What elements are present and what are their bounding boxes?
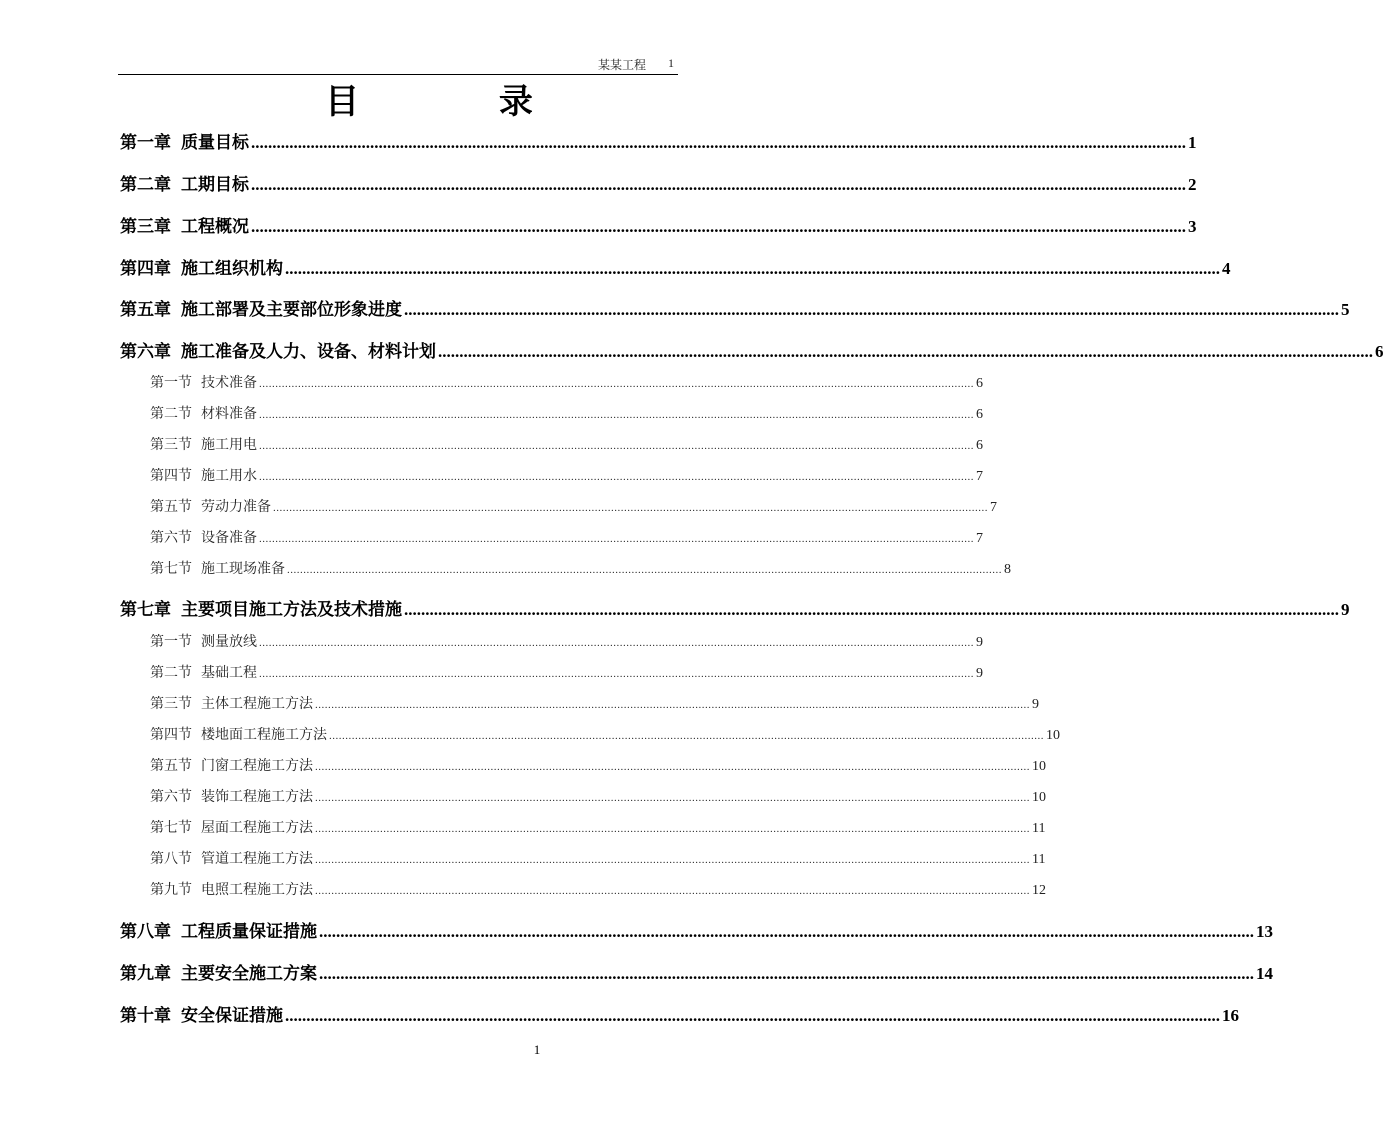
toc-entry-number: 第七节 xyxy=(150,820,192,836)
toc-chapter-entry[interactable] xyxy=(120,295,1350,320)
toc-entry-title: 劳动力准备 xyxy=(201,499,271,515)
toc-entry-label xyxy=(150,786,313,806)
toc-entry-number: 第二节 xyxy=(150,665,192,681)
toc-entry-label xyxy=(150,558,285,578)
toc-entry-title: 电照工程施工方法 xyxy=(201,882,313,898)
toc-entry-title: 基础工程 xyxy=(201,665,257,681)
toc-dot-leader: ............................................................................................................................................................................................................................ xyxy=(315,761,1030,773)
toc-entry-number: 第三节 xyxy=(150,437,192,453)
toc-entry-number: 第九节 xyxy=(150,882,192,898)
toc-section-entry[interactable] xyxy=(150,817,1046,837)
toc-section-entry[interactable] xyxy=(150,527,983,547)
toc-section-entry[interactable] xyxy=(150,724,1060,744)
toc-section-entry[interactable] xyxy=(150,372,983,392)
toc-entry-number: 第七节 xyxy=(150,561,192,577)
toc-entry-title: 主要安全施工方案 xyxy=(181,964,317,984)
toc-dot-leader: ............................................................................................................................................................................................................................ xyxy=(315,792,1030,804)
toc-dot-leader: ............................................................................................................................................................................................................................ xyxy=(315,854,1030,866)
toc-entry-label xyxy=(120,254,283,279)
toc-entry-label xyxy=(150,662,257,682)
header-page-number: 1 xyxy=(668,56,674,70)
toc-entry-number: 第四节 xyxy=(150,468,192,484)
toc-entry-page: 12 xyxy=(1032,883,1046,898)
header-title: 某某工程 xyxy=(597,58,646,72)
toc-entry-label xyxy=(150,465,257,485)
toc-entry-page: 6 xyxy=(976,376,983,391)
toc-dot-leader: ............................................................................................................................................................................................................................ xyxy=(404,600,1339,619)
toc-entry-page: 4 xyxy=(1222,259,1231,278)
toc-entry-label xyxy=(150,724,327,744)
toc-entry-number: 第二节 xyxy=(150,406,192,422)
toc-entry-number: 第一节 xyxy=(150,375,192,391)
toc-entry-page: 10 xyxy=(1032,790,1046,805)
toc-entry-number: 第一章 xyxy=(120,133,171,153)
toc-dot-leader: ............................................................................................................................................................................................................................ xyxy=(315,699,1030,711)
toc-dot-leader: ............................................................................................................................................................................................................................ xyxy=(287,564,1002,576)
toc-entry-title: 测量放线 xyxy=(201,634,257,650)
toc-entry-title: 工程概况 xyxy=(181,217,249,237)
toc-dot-leader: ............................................................................................................................................................................................................................ xyxy=(404,300,1339,319)
toc-entry-label xyxy=(120,295,402,320)
toc-entry-label xyxy=(150,527,257,547)
toc-entry-title: 施工用电 xyxy=(201,437,257,453)
toc-entry-label xyxy=(150,496,271,516)
toc-entry-title: 施工组织机构 xyxy=(181,259,283,279)
toc-entry-page: 16 xyxy=(1222,1006,1239,1025)
toc-dot-leader: ............................................................................................................................................................................................................................ xyxy=(315,885,1030,897)
footer-page-number: 1 xyxy=(533,1042,541,1057)
toc-entry-page: 10 xyxy=(1046,728,1060,743)
toc-entry-label xyxy=(150,755,313,775)
toc-section-entry[interactable] xyxy=(150,434,983,454)
toc-dot-leader: ............................................................................................................................................................................................................................ xyxy=(259,533,974,545)
toc-section-entry[interactable] xyxy=(150,662,983,682)
toc-entry-label xyxy=(150,403,257,423)
toc-chapter-entry[interactable] xyxy=(120,254,1231,279)
toc-entry-number: 第六节 xyxy=(150,789,192,805)
toc-entry-title: 施工现场准备 xyxy=(201,561,285,577)
toc-entry-page: 7 xyxy=(976,531,983,546)
toc-entry-label xyxy=(120,1001,283,1026)
toc-entry-title: 主要项目施工方法及技术措施 xyxy=(181,600,402,620)
toc-entry-title: 工期目标 xyxy=(181,175,249,195)
toc-entry-number: 第三节 xyxy=(150,696,192,712)
toc-chapter-entry[interactable] xyxy=(120,337,1384,362)
toc-chapter-entry[interactable] xyxy=(120,212,1197,237)
toc-entry-number: 第八节 xyxy=(150,851,192,867)
toc-entry-number: 第八章 xyxy=(120,922,171,942)
toc-dot-leader: ............................................................................................................................................................................................................................ xyxy=(438,342,1373,361)
toc-entry-title: 施工用水 xyxy=(201,468,257,484)
toc-dot-leader: ............................................................................................................................................................................................................................ xyxy=(285,259,1220,278)
toc-entry-title: 装饰工程施工方法 xyxy=(201,789,313,805)
toc-entry-number: 第一节 xyxy=(150,634,192,650)
toc-section-entry[interactable] xyxy=(150,558,1011,578)
toc-entry-number: 第七章 xyxy=(120,600,171,620)
toc-dot-leader: ............................................................................................................................................................................................................................ xyxy=(251,217,1186,236)
toc-entry-number: 第四节 xyxy=(150,727,192,743)
toc-dot-leader: ............................................................................................................................................................................................................................ xyxy=(259,440,974,452)
toc-entry-page: 9 xyxy=(976,635,983,650)
toc-entry-number: 第五章 xyxy=(120,300,171,320)
toc-entry-label xyxy=(150,693,313,713)
toc-entry-page: 9 xyxy=(976,666,983,681)
toc-dot-leader: ............................................................................................................................................................................................................................ xyxy=(259,378,974,390)
toc-entry-number: 第三章 xyxy=(120,217,171,237)
toc-entry-label xyxy=(150,879,313,899)
toc-dot-leader: ............................................................................................................................................................................................................................ xyxy=(251,133,1186,152)
toc-entry-title: 材料准备 xyxy=(201,406,257,422)
toc-entry-title: 门窗工程施工方法 xyxy=(201,758,313,774)
toc-entry-label xyxy=(120,212,249,237)
toc-dot-leader: ............................................................................................................................................................................................................................ xyxy=(273,502,988,514)
toc-entry-label xyxy=(150,631,257,651)
toc-entry-title: 管道工程施工方法 xyxy=(201,851,313,867)
toc-entry-page: 6 xyxy=(976,438,983,453)
toc-section-entry[interactable] xyxy=(150,465,983,485)
toc-entry-page: 7 xyxy=(976,469,983,484)
toc-section-entry[interactable] xyxy=(150,631,983,651)
toc-entry-title: 楼地面工程施工方法 xyxy=(201,727,327,743)
toc-entry-number: 第十章 xyxy=(120,1006,171,1026)
toc-entry-page: 5 xyxy=(1341,300,1350,319)
toc-entry-label xyxy=(150,372,257,392)
toc-entry-page: 8 xyxy=(1004,562,1011,577)
toc-entry-number: 第二章 xyxy=(120,175,171,195)
toc-dot-leader: ............................................................................................................................................................................................................................ xyxy=(285,1006,1220,1025)
toc-entry-number: 第九章 xyxy=(120,964,171,984)
toc-entry-title: 施工准备及人力、设备、材料计划 xyxy=(181,342,436,362)
toc-title: 目 录 xyxy=(325,82,597,122)
toc-entry-page: 2 xyxy=(1188,175,1197,194)
toc-entry-title: 主体工程施工方法 xyxy=(201,696,313,712)
toc-entry-page: 10 xyxy=(1032,759,1046,774)
toc-chapter-entry[interactable] xyxy=(120,595,1350,620)
toc-entry-label xyxy=(120,959,317,984)
toc-section-entry[interactable] xyxy=(150,693,1039,713)
toc-section-entry[interactable] xyxy=(150,848,1046,868)
toc-dot-leader: ............................................................................................................................................................................................................................ xyxy=(259,471,974,483)
toc-entry-title: 屋面工程施工方法 xyxy=(201,820,313,836)
toc-dot-leader: ............................................................................................................................................................................................................................ xyxy=(259,668,974,680)
toc-section-entry[interactable] xyxy=(150,403,983,423)
toc-section-entry[interactable] xyxy=(150,496,997,516)
toc-entry-page: 6 xyxy=(1375,342,1384,361)
toc-entry-label xyxy=(150,434,257,454)
toc-entry-label xyxy=(120,595,402,620)
toc-chapter-entry[interactable] xyxy=(120,917,1273,942)
toc-chapter-entry[interactable] xyxy=(120,1001,1239,1026)
toc-entry-page: 3 xyxy=(1188,217,1197,236)
toc-chapter-entry[interactable] xyxy=(120,128,1197,153)
toc-entry-number: 第四章 xyxy=(120,259,171,279)
toc-entry-page: 1 xyxy=(1188,133,1197,152)
toc-entry-page: 9 xyxy=(1341,600,1350,619)
toc-entry-page: 9 xyxy=(1032,697,1039,712)
toc-entry-title: 设备准备 xyxy=(201,530,257,546)
toc-entry-number: 第六章 xyxy=(120,342,171,362)
toc-entry-number: 第五节 xyxy=(150,499,192,515)
toc-entry-title: 安全保证措施 xyxy=(181,1006,283,1026)
toc-entry-title: 技术准备 xyxy=(201,375,257,391)
toc-entry-title: 工程质量保证措施 xyxy=(181,922,317,942)
toc-section-entry[interactable] xyxy=(150,755,1046,775)
toc-entry-label xyxy=(120,128,249,153)
toc-chapter-entry[interactable] xyxy=(120,959,1273,984)
toc-entry-page: 6 xyxy=(976,407,983,422)
toc-entry-page: 11 xyxy=(1032,852,1046,867)
toc-entry-label xyxy=(120,917,317,942)
toc-chapter-entry[interactable] xyxy=(120,170,1197,195)
toc-entry-label xyxy=(120,337,436,362)
toc-dot-leader: ............................................................................................................................................................................................................................ xyxy=(319,964,1254,983)
toc-dot-leader: ............................................................................................................................................................................................................................ xyxy=(259,409,974,421)
toc-section-entry[interactable] xyxy=(150,786,1046,806)
toc-entry-page: 13 xyxy=(1256,922,1273,941)
toc-dot-leader: ............................................................................................................................................................................................................................ xyxy=(315,823,1030,835)
toc-entry-label xyxy=(150,817,313,837)
toc-entry-number: 第六节 xyxy=(150,530,192,546)
toc-entry-title: 施工部署及主要部位形象进度 xyxy=(181,300,402,320)
toc-entry-number: 第五节 xyxy=(150,758,192,774)
toc-dot-leader: ............................................................................................................................................................................................................................ xyxy=(259,637,974,649)
toc-entry-page: 14 xyxy=(1256,964,1273,983)
toc-dot-leader: ............................................................................................................................................................................................................................ xyxy=(329,730,1044,742)
toc-dot-leader: ............................................................................................................................................................................................................................ xyxy=(319,922,1254,941)
toc-dot-leader: ............................................................................................................................................................................................................................ xyxy=(251,175,1186,194)
toc-entry-page: 7 xyxy=(990,500,997,515)
toc-entry-label xyxy=(150,848,313,868)
toc-entry-page: 11 xyxy=(1032,821,1046,836)
toc-section-entry[interactable] xyxy=(150,879,1046,899)
toc-entry-label xyxy=(120,170,249,195)
toc-entry-title: 质量目标 xyxy=(181,133,249,153)
